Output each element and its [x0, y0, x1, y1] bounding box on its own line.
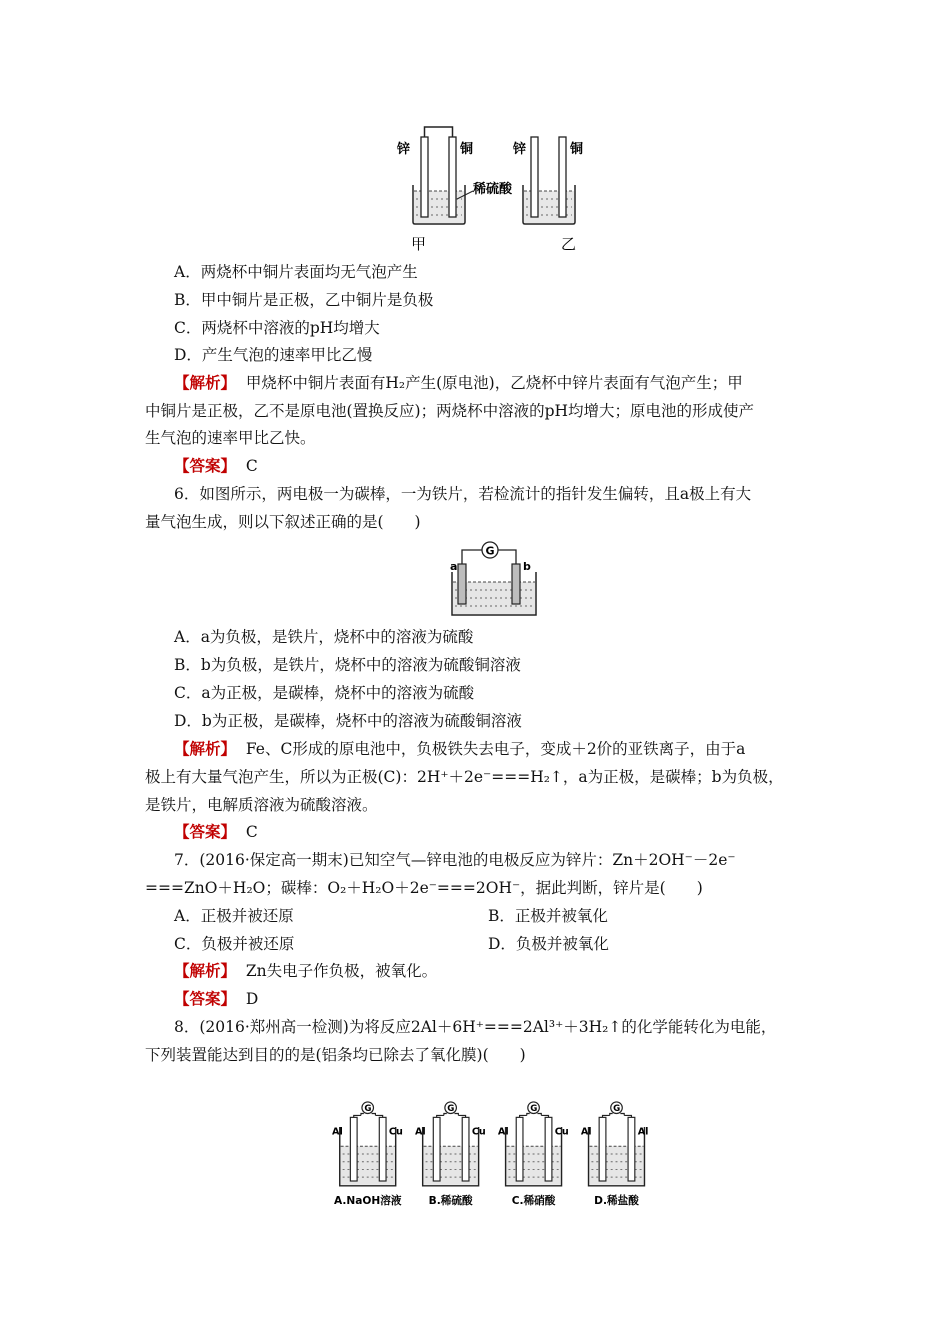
q5-analysis-line2: 中铜片是正极，乙不是原电池(置换反应)；两烧杯中溶液的pH均增大；原电池的形成使产: [145, 402, 755, 420]
acid-label: 稀硫酸: [473, 182, 513, 197]
q6-option-c: C．a为正极，是碳棒，烧杯中的溶液为硫酸: [174, 684, 475, 702]
analysis-tag: 【解析】: [174, 739, 237, 758]
answer-tag: 【答案】: [174, 822, 237, 841]
q7-option-b: B．正极并被氧化: [488, 907, 608, 925]
q8-cell-3: [498, 1102, 569, 1207]
q7-stem-line1: 7．(2016·保定高一期末)已知空气—锌电池的电极反应为锌片：Zn＋2OH⁻－2e⁻: [174, 851, 736, 869]
q6-answer-value: C: [245, 823, 258, 841]
q5-answer: [174, 456, 258, 476]
q8-stem-line1: 8．(2016·郑州高一检测)为将反应2Al＋6H⁺===2Al³⁺＋3H₂↑的化学能转化为电能，: [174, 1018, 777, 1036]
q5-analysis-line1: [174, 373, 743, 393]
left-electrode-label: Al: [332, 1126, 343, 1138]
cell-caption: C.稀硝酸: [511, 1195, 556, 1208]
q7-option-a: A．正极并被还原: [174, 907, 294, 925]
galvanometer-label: G: [364, 1104, 372, 1115]
zinc-label-jia: 锌: [397, 142, 411, 157]
left-electrode-label: Al: [497, 1126, 509, 1138]
galvanometer-label: G: [485, 544, 495, 558]
q6-analysis-line3: 是铁片，电解质溶液为硫酸溶液。: [145, 796, 378, 814]
left-electrode-label: Al: [580, 1126, 592, 1138]
q5-option-c: C．两烧杯中溶液的pH均增大: [174, 319, 380, 337]
copper-label-jia: 铜: [460, 142, 474, 157]
right-electrode-label: Cu: [471, 1126, 486, 1138]
q6-answer: [174, 822, 258, 842]
cell-caption: D.稀盐酸: [594, 1195, 639, 1208]
q5-option-a: A．两烧杯中铜片表面均无气泡产生: [174, 263, 418, 281]
left-electrode-label: Al: [414, 1126, 426, 1138]
zinc-label-yi: 锌: [513, 142, 527, 157]
galvanometer-label: G: [613, 1104, 621, 1115]
q7-analysis-line1: [174, 961, 437, 981]
right-electrode-label: Cu: [554, 1126, 569, 1138]
q6-analysis-line2: 极上有大量气泡产生，所以为正极(C)：2H⁺＋2e⁻===H₂↑，a为正极，是碳棒；b为负极，: [145, 768, 784, 786]
q8-cell-4: [581, 1102, 649, 1207]
right-electrode-label: Cu: [388, 1126, 403, 1138]
galvanometer-label: G: [447, 1104, 455, 1115]
q6-option-a: A．a为负极，是铁片，烧杯中的溶液为硫酸: [174, 628, 474, 646]
q5-option-d: D．产生气泡的速率甲比乙慢: [174, 346, 373, 364]
answer-tag: 【答案】: [174, 989, 237, 1008]
q5-option-b: B．甲中铜片是正极，乙中铜片是负极: [174, 291, 434, 309]
q5-answer-value: C: [245, 457, 258, 475]
galvanometer-label: G: [530, 1104, 538, 1115]
electrode-a-label: a: [450, 560, 458, 573]
q5-analysis-line3: 生气泡的速率甲比乙快。: [145, 429, 316, 447]
right-electrode-label: Al: [637, 1126, 649, 1138]
q7-option-c: C．负极并被还原: [174, 935, 295, 953]
q8-stem-line2: 下列装置能达到目的的是(铝条均已除去了氧化膜)( ): [145, 1046, 526, 1064]
q6-analysis-text1: Fe、C形成的原电池中，负极铁失去电子，变成＋2价的亚铁离子，由于a: [245, 740, 746, 758]
q6-option-b: B．b为负极，是铁片，烧杯中的溶液为硫酸铜溶液: [174, 656, 521, 674]
copper-label-yi: 铜: [570, 142, 584, 157]
answer-tag: 【答案】: [174, 456, 237, 475]
label-yi: 乙: [561, 235, 577, 253]
electrode-b-label: b: [523, 560, 531, 573]
q6-option-d: D．b为正极，是碳棒，烧杯中的溶液为硫酸铜溶液: [174, 712, 522, 730]
label-jia: 甲: [411, 235, 427, 253]
q6-stem-line2: 量气泡生成，则以下叙述正确的是( ): [145, 513, 421, 531]
q8-cell-2: [415, 1102, 486, 1207]
q6-analysis-line1: [174, 739, 745, 759]
q7-option-d: D．负极并被氧化: [488, 935, 609, 953]
beaker-yi: [523, 137, 575, 224]
q7-stem-line2: ===ZnO＋H₂O；碳棒：O₂＋H₂O＋2e⁻===2OH⁻，据此判断，锌片是( ): [145, 879, 703, 897]
q5-analysis-text1: 甲烧杯中铜片表面有H₂产生(原电池)，乙烧杯中锌片表面有气泡产生；甲: [245, 374, 743, 392]
q6-stem-line1: 6．如图所示，两电极一为碳棒，一为铁片，若检流计的指针发生偏转，且a极上有大: [174, 485, 752, 503]
analysis-tag: 【解析】: [174, 373, 237, 392]
zinc-copper-beakers-figure: [395, 125, 595, 255]
galvanometer-beaker-figure: [448, 538, 540, 620]
beaker-jia: [413, 127, 465, 224]
q8-cell-1: [332, 1102, 403, 1207]
cell-caption: B.稀硫酸: [428, 1195, 473, 1208]
analysis-tag: 【解析】: [174, 961, 237, 980]
q7-analysis-text1: Zn失电子作负极，被氧化。: [245, 962, 438, 980]
cell-caption: A.NaOH溶液: [333, 1195, 402, 1208]
q8-cells-figure: [325, 1100, 665, 1208]
q7-answer: [174, 989, 258, 1009]
q7-answer-value: D: [245, 990, 259, 1008]
